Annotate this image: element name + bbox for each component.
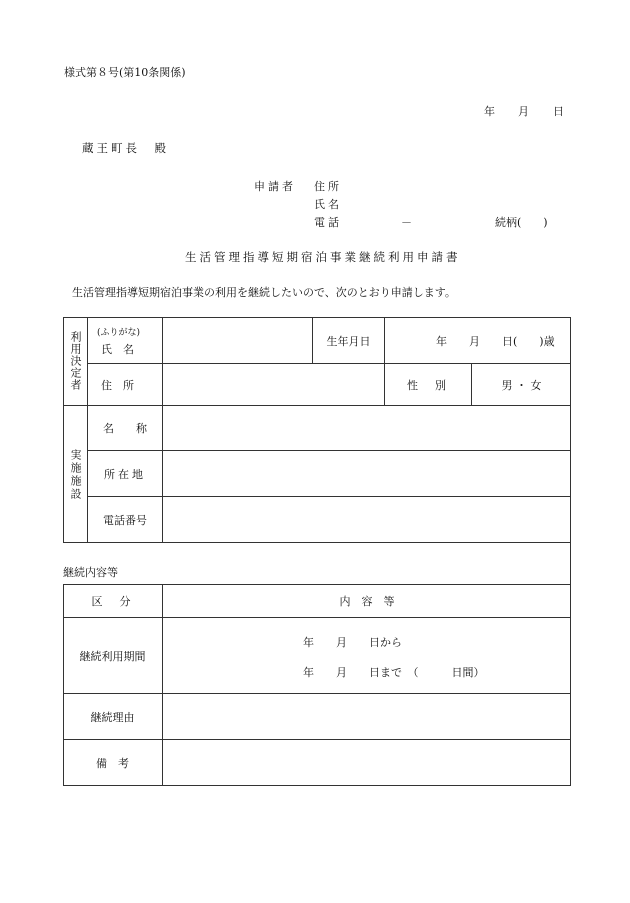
category-header: 区 分 [91, 594, 134, 608]
intro-text: 生活管理指導短期宿泊事業の利用を継続したいので、次のとおり申請します。 [72, 286, 456, 299]
applicant-phone-label: 電話 [314, 216, 342, 229]
furigana-label: (ふりがな) [97, 328, 141, 338]
facility-group-label: 実施施設 [69, 448, 82, 501]
applicant-name-label: 氏名 [314, 198, 342, 211]
date-day: 日 [553, 105, 564, 118]
applicant-phone-dash: － [401, 216, 412, 229]
continuation-heading: 継続内容等 [63, 566, 118, 579]
recipient-address-label: 住 所 [101, 379, 134, 392]
facility-phone-label: 電話番号 [103, 514, 147, 527]
facility-location-field[interactable] [163, 451, 571, 496]
period-label: 継続利用期間 [79, 649, 146, 663]
facility-name-field[interactable] [163, 406, 571, 450]
form-title: 生活管理指導短期宿泊事業継続利用申請書 [185, 250, 461, 264]
date-month: 月 [518, 105, 529, 118]
facility-location-label: 所在地 [104, 467, 146, 481]
period-from[interactable]: 年 月 日から [303, 636, 402, 649]
facility-name-label: 名 称 [103, 422, 147, 435]
recipient-name-field[interactable] [163, 318, 312, 363]
birthdate-value[interactable]: 年 月 日( )歳 [436, 335, 555, 348]
remarks-field[interactable] [163, 740, 571, 786]
recipient-address-field[interactable] [163, 364, 384, 405]
facility-phone-field[interactable] [163, 497, 571, 543]
applicant-address-label: 住所 [314, 180, 342, 193]
gender-value[interactable]: 男 ・ 女 [501, 378, 542, 392]
form-number: 様式第８号(第10条関係) [64, 66, 186, 79]
date-year: 年 [484, 105, 495, 118]
reason-field[interactable] [163, 694, 571, 739]
reason-label: 継続理由 [90, 710, 135, 724]
applicant-relation-label: 続柄( ) [495, 216, 548, 229]
recipient-name-label: 氏 名 [101, 343, 134, 356]
content-header: 内 容 等 [339, 594, 395, 608]
birthdate-label: 生年月日 [326, 334, 371, 348]
gender-label: 性 別 [407, 378, 449, 392]
recipient-group-label: 利用決定者 [69, 331, 82, 391]
period-to[interactable]: 年 月 日まで （ 日間） [303, 666, 485, 679]
applicant-label: 申請者 [254, 180, 296, 193]
remarks-label: 備 考 [96, 757, 129, 770]
addressee: 蔵王町長 殿 [82, 141, 169, 155]
